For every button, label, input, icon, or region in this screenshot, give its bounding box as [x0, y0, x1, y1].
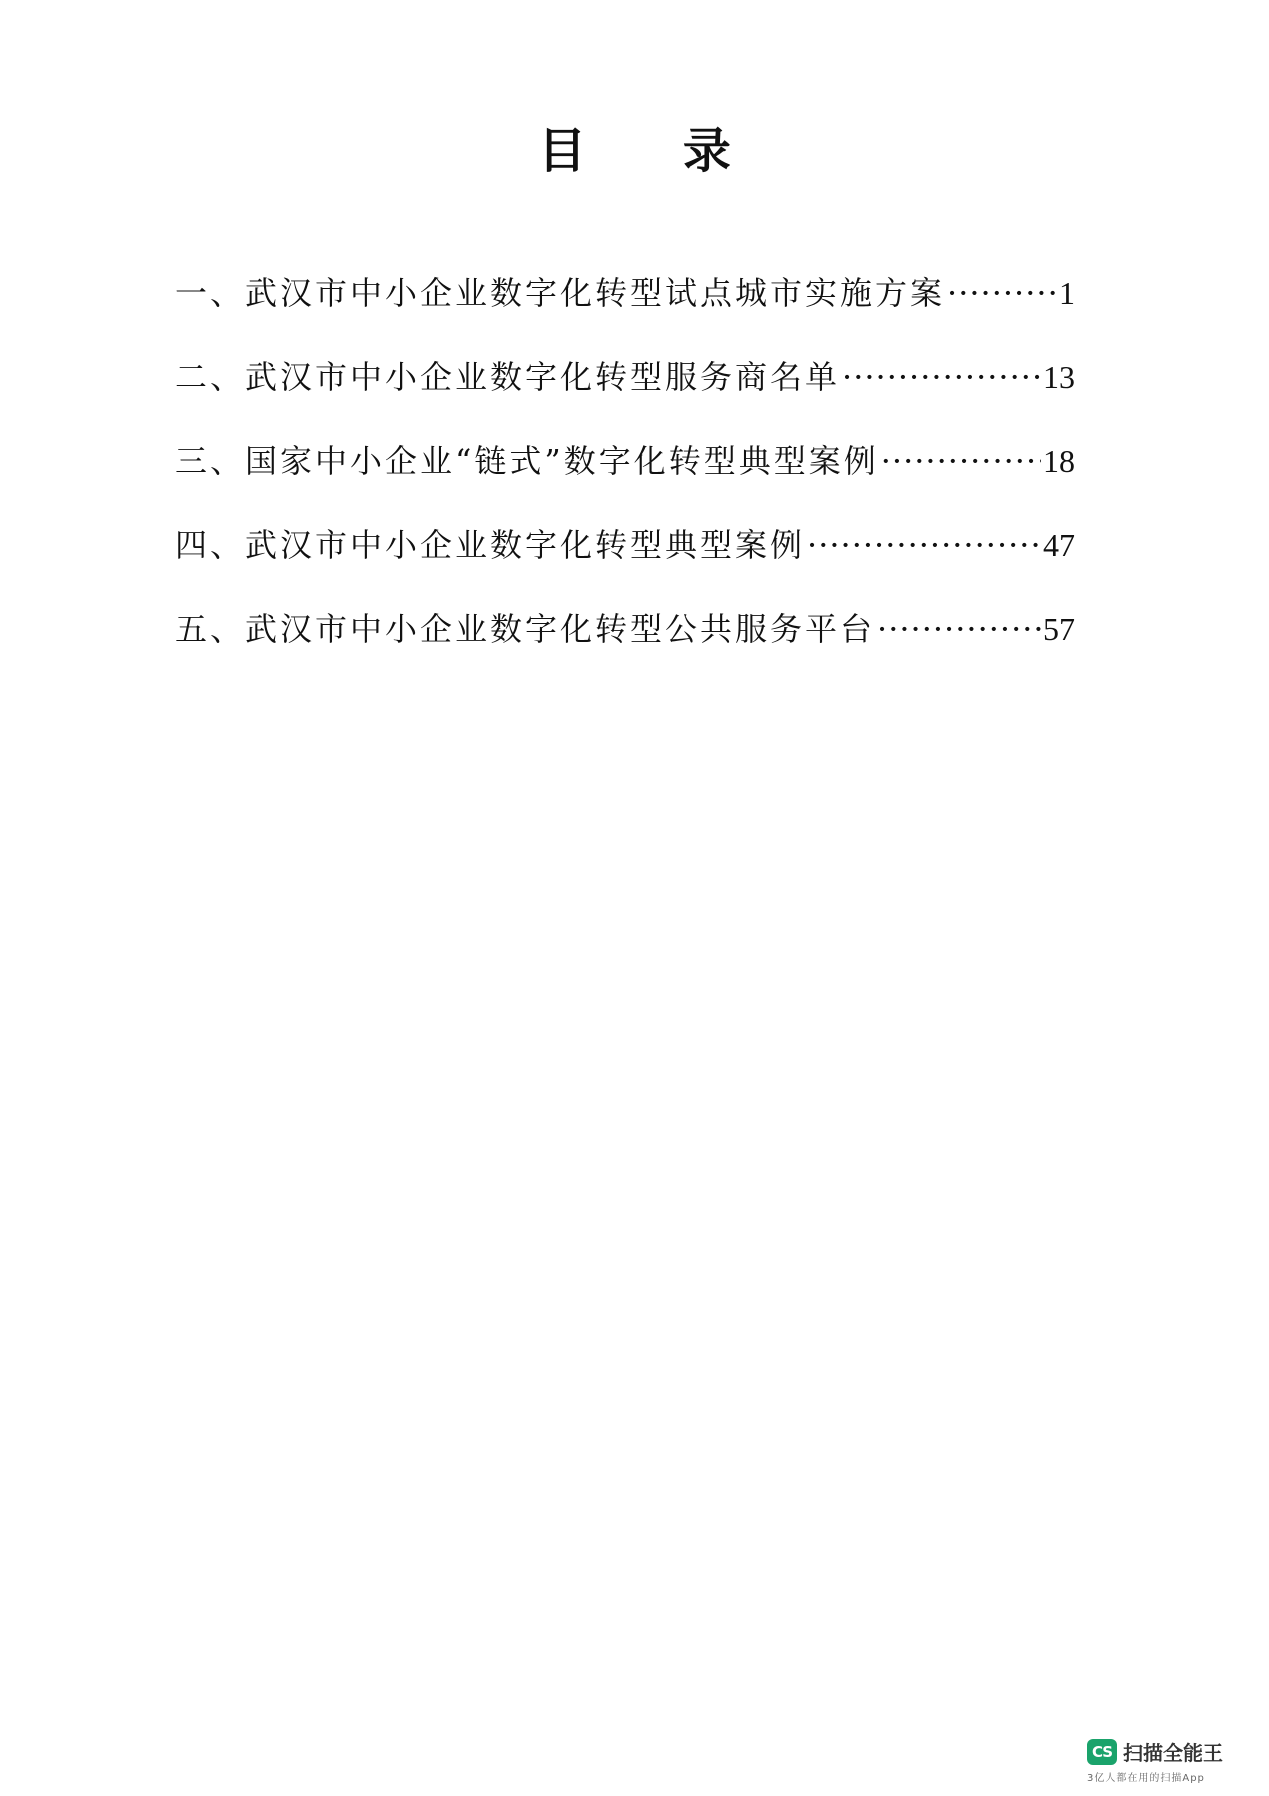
toc-entry-label: 五、武汉市中小企业数字化转型公共服务平台: [175, 610, 876, 648]
toc-entry: [175, 604, 1075, 688]
toc-leader-dots: [842, 358, 1041, 396]
scanner-watermark: [1087, 1737, 1247, 1784]
page-title: 目 录: [538, 123, 771, 179]
toc-leader-dots: [881, 442, 1041, 480]
toc-entry-label: 三、国家中小企业“链式”数字化转型典型案例: [175, 442, 879, 480]
toc-entry-page: 18: [1043, 443, 1075, 479]
toc-entry: [175, 268, 1075, 352]
toc-entry-label: 二、武汉市中小企业数字化转型服务商名单: [175, 358, 841, 396]
table-of-contents: [175, 268, 1075, 688]
toc-leader-dots: [877, 610, 1041, 648]
toc-entry-page: 13: [1043, 359, 1075, 395]
toc-entry: [175, 436, 1075, 520]
watermark-app-name: 扫描全能王: [1123, 1741, 1223, 1765]
toc-entry-page: 47: [1043, 527, 1075, 563]
toc-entry-label: 四、武汉市中小企业数字化转型典型案例: [175, 526, 806, 564]
toc-leader-dots: [807, 526, 1041, 564]
toc-entry-label: 一、武汉市中小企业数字化转型试点城市实施方案: [175, 274, 946, 312]
toc-entry: [175, 520, 1075, 604]
camscanner-logo-icon: CS: [1087, 1739, 1117, 1765]
toc-entry-page: 1: [1059, 275, 1075, 311]
watermark-tagline: 3亿人都在用的扫描App: [1087, 1773, 1205, 1784]
toc-entry: [175, 352, 1075, 436]
toc-leader-dots: [947, 274, 1057, 312]
toc-entry-page: 57: [1043, 611, 1075, 647]
